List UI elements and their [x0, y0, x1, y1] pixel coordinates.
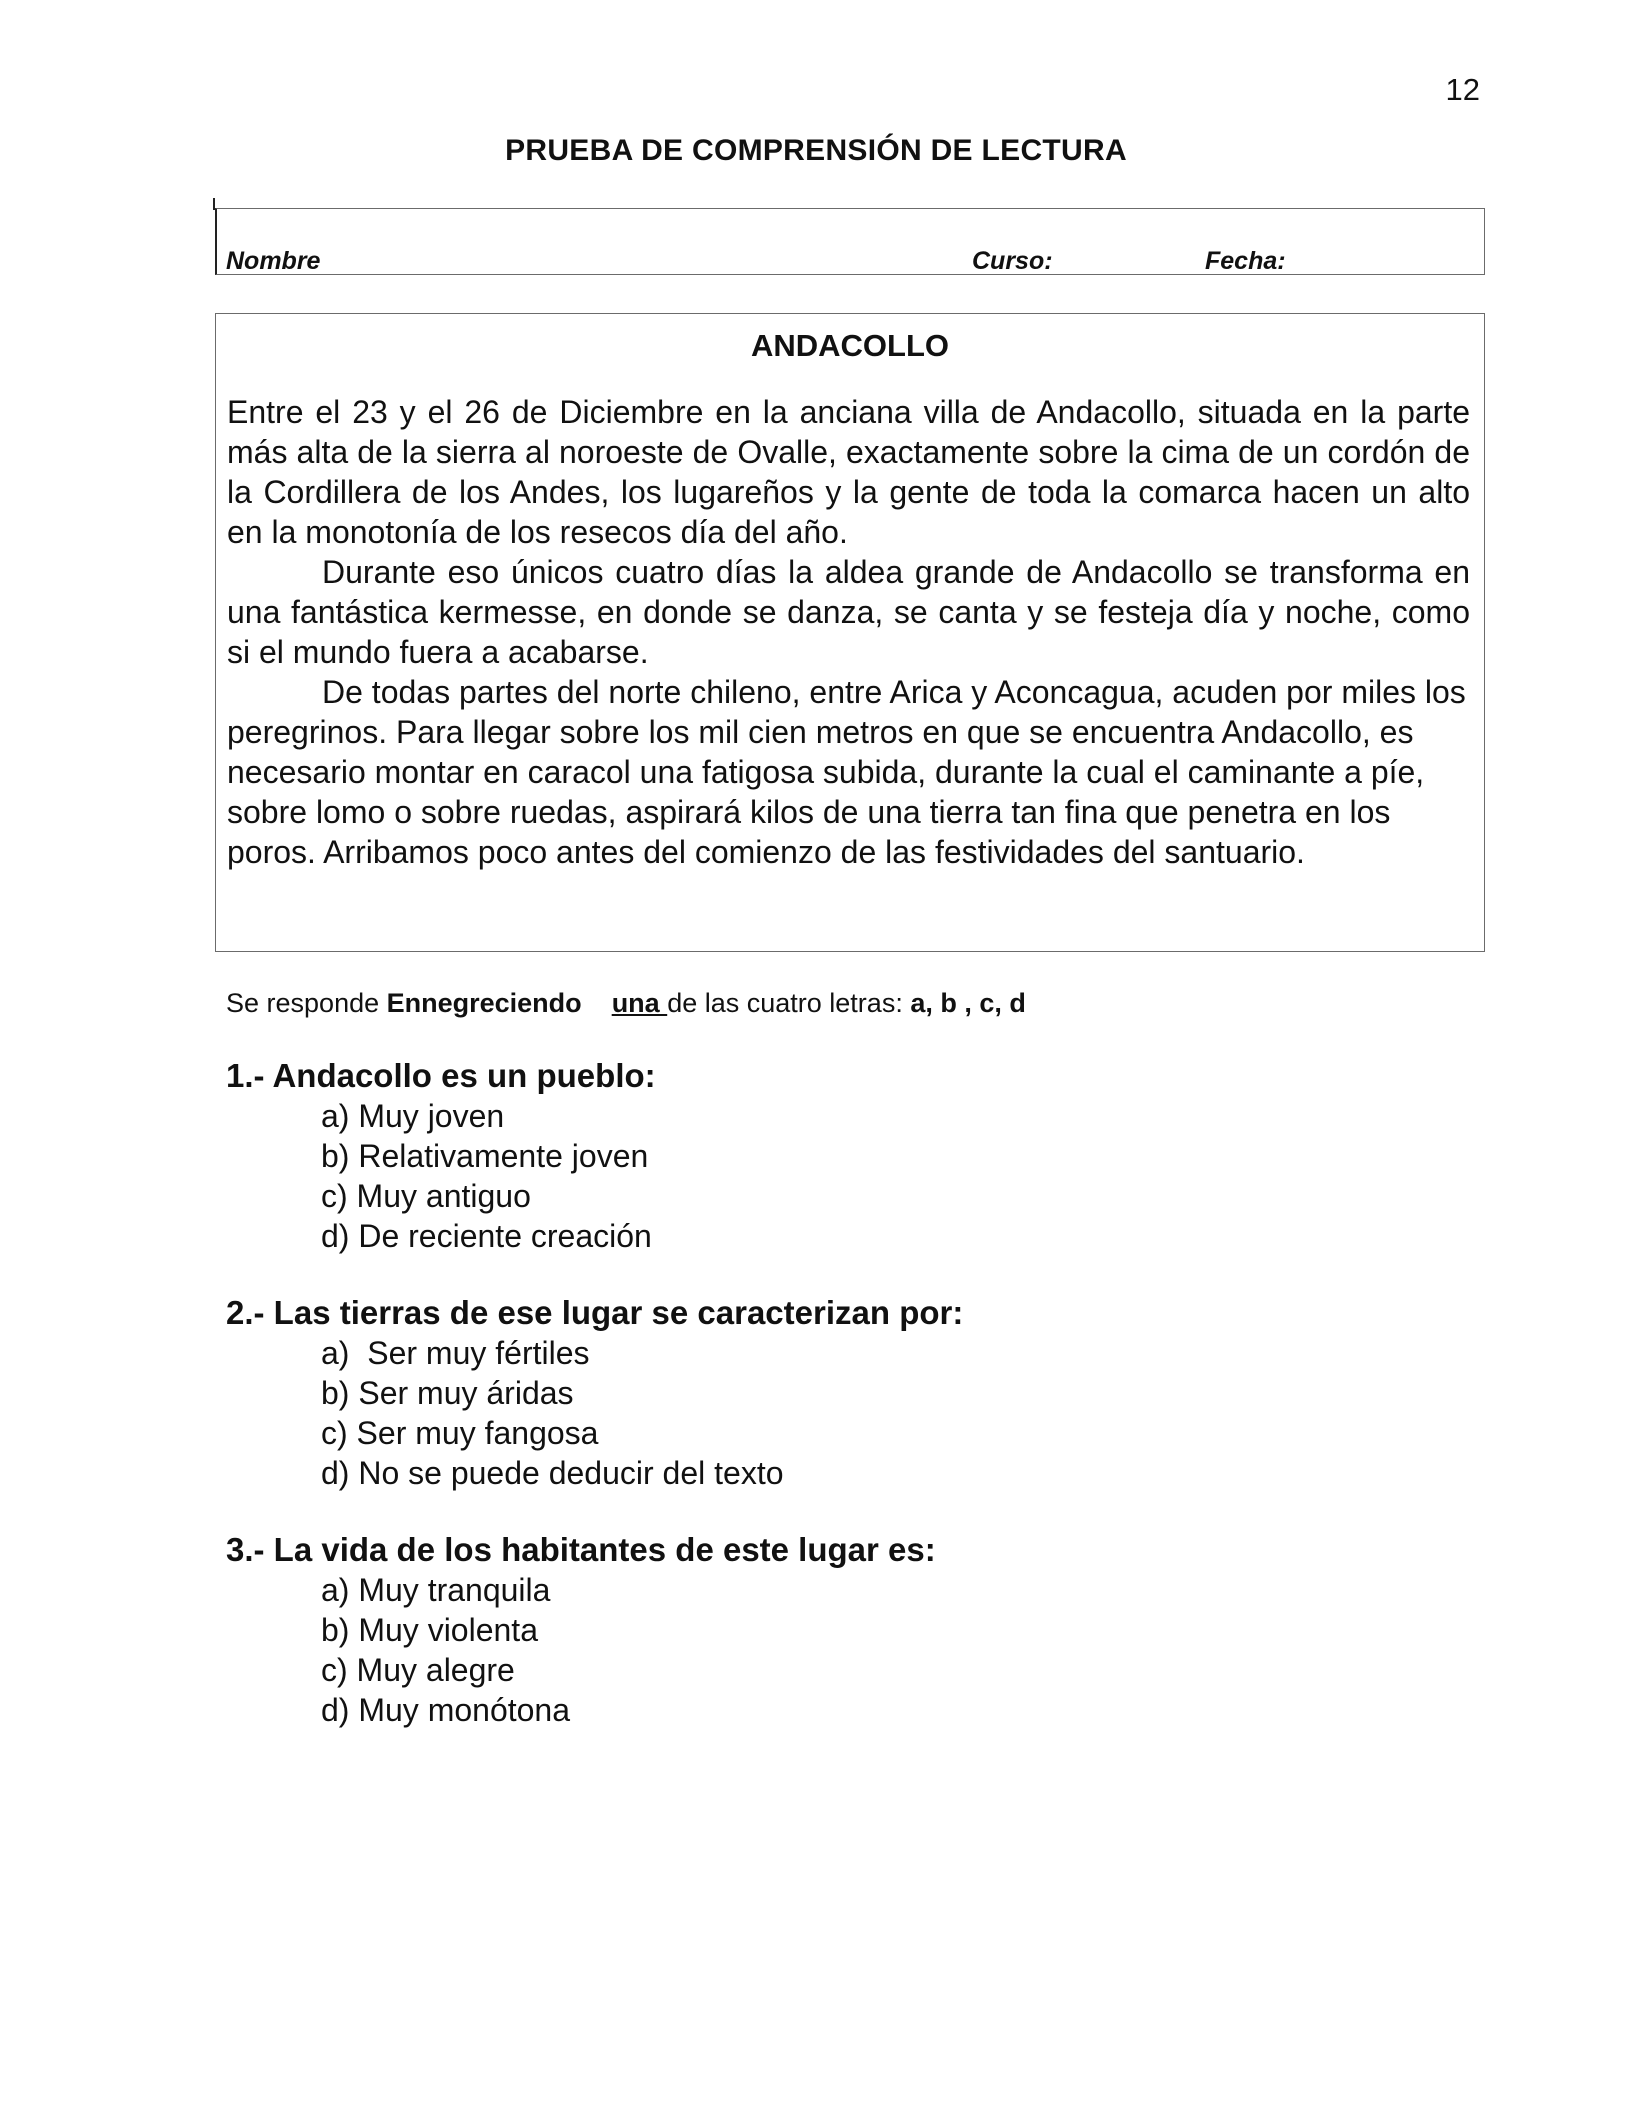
question-3-option-b[interactable]: b) Muy violenta	[321, 1612, 538, 1648]
question-3-option-a[interactable]: a) Muy tranquila	[321, 1572, 551, 1608]
question-2	[226, 1293, 963, 1493]
question-3	[226, 1530, 936, 1730]
reading-passage-box	[215, 313, 1485, 952]
instruction-line	[226, 988, 1026, 1019]
passage-paragraph-3: De todas partes del norte chileno, entre Arica y Aconcagua, acuden por miles los peregrinos. Para llegar sobre los mil cien metros en que se encuentra Andacollo, es necesario montar en caracol una fatigosa subida, durante la cual el caminante a píe, sobre lomo o sobre ruedas, aspirará kilos de una tierra tan fina que penetra en los poros. Arribamos poco antes del comienzo de las festividades del santuario.	[227, 674, 1466, 870]
question-2-option-b[interactable]: b) Ser muy áridas	[321, 1375, 574, 1411]
curso-label: Curso:	[972, 247, 1053, 275]
instruction-middle: de las cuatro letras:	[667, 988, 903, 1018]
question-3-option-c[interactable]: c) Muy alegre	[321, 1652, 515, 1688]
question-1-title: 1.- Andacollo es un pueblo:	[226, 1057, 656, 1094]
instruction-prefix: Se responde	[226, 988, 387, 1018]
question-1-option-b[interactable]: b) Relativamente joven	[321, 1138, 649, 1174]
question-1	[226, 1056, 656, 1256]
question-1-option-c[interactable]: c) Muy antiguo	[321, 1178, 531, 1214]
fecha-label: Fecha:	[1205, 247, 1286, 275]
question-3-option-d[interactable]: d) Muy monótona	[321, 1692, 571, 1728]
passage-paragraph-2: Durante eso únicos cuatro días la aldea grande de Andacollo se transforma en una fantástica kermesse, en donde se danza, se canta y se festeja día y noche, como si el mundo fuera a acabarse.	[227, 554, 1470, 670]
question-2-option-d[interactable]: d) No se puede deducir del texto	[321, 1455, 784, 1491]
question-2-option-a[interactable]: a) Ser muy fértiles	[321, 1335, 590, 1371]
question-2-options	[226, 1333, 963, 1493]
question-1-options	[226, 1096, 656, 1256]
nombre-label: Nombre	[226, 247, 321, 275]
passage-title: ANDACOLLO	[750, 328, 950, 363]
student-info-box	[215, 208, 1485, 275]
passage-paragraph-1: Entre el 23 y el 26 de Diciembre en la anciana villa de Andacollo, situada en la parte más alta de la sierra al noroeste de Ovalle, exactamente sobre la cima de un cordón de la Cordillera de los Andes, los lugareños y la gente de toda la comarca hacen un alto en la monotonía de los resecos día del año.	[227, 394, 1470, 550]
question-2-title: 2.- Las tierras de ese lugar se caracterizan por:	[226, 1294, 964, 1331]
page-title: PRUEBA DE COMPRENSIÓN DE LECTURA	[505, 134, 1127, 167]
passage-text	[227, 392, 1470, 872]
question-1-option-d[interactable]: d) De reciente creación	[321, 1218, 652, 1254]
instruction-underlined-word: una	[611, 988, 668, 1018]
question-2-option-c[interactable]: c) Ser muy fangosa	[321, 1415, 599, 1451]
page-number: 12	[1445, 72, 1480, 107]
question-1-option-a[interactable]: a) Muy joven	[321, 1098, 505, 1134]
instruction-bold-word: Ennegreciendo	[386, 988, 582, 1018]
question-3-title: 3.- La vida de los habitantes de este lugar es:	[226, 1531, 936, 1568]
instruction-letters: a, b , c, d	[902, 988, 1026, 1018]
question-3-options	[226, 1570, 936, 1730]
